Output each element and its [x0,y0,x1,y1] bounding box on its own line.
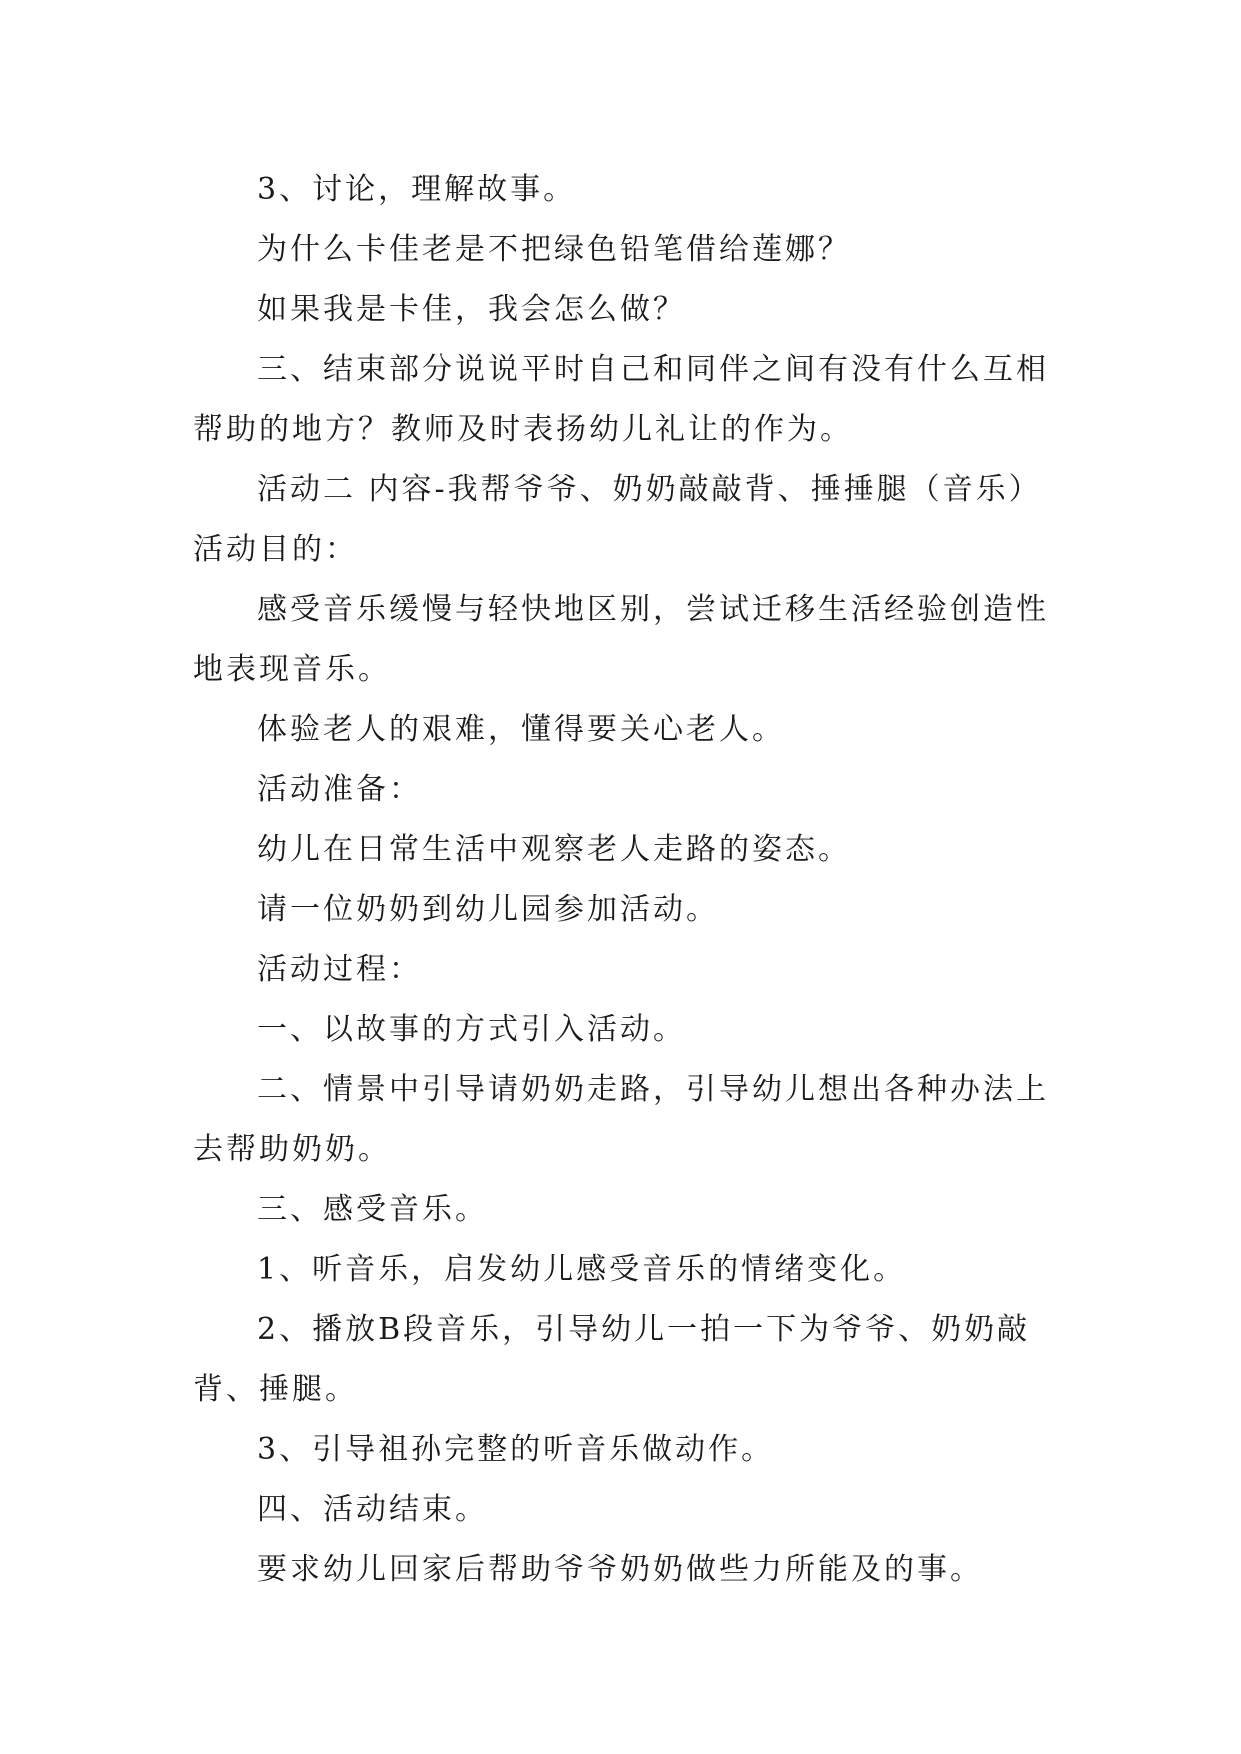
paragraph-question-1: 为什么卡佳老是不把绿色铅笔借给莲娜？ [257,232,851,267]
paragraph-process-heading: 活动过程： [257,952,422,987]
paragraph-step-4: 四、活动结束。 [257,1492,488,1527]
paragraph-step-3: 三、感受音乐。 [257,1192,488,1227]
paragraph-step-3-3: 3、引导祖孙完整的听音乐做动作。 [257,1432,775,1467]
paragraph-step-2: 二、情景中引导请奶奶走路，引导幼儿想出各种办法上去帮助奶奶。 [193,1072,1049,1167]
paragraph-goal-2: 体验老人的艰难，懂得要关心老人。 [257,712,785,747]
paragraph-preparation-2: 请一位奶奶到幼儿园参加活动。 [257,892,719,927]
paragraph-preparation-heading: 活动准备： [257,772,422,807]
paragraph-question-2: 如果我是卡佳，我会怎么做？ [257,292,686,327]
paragraph-activity-goal-heading: 活动目的： [193,532,358,567]
paragraph-step-3-1: 1、听音乐，启发幼儿感受音乐的情绪变化。 [257,1252,907,1287]
paragraph-activity-two-title: 活动二 内容-我帮爷爷、奶奶敲敲背、捶捶腿（音乐） [257,472,1042,507]
paragraph-discussion-heading: 3、讨论，理解故事。 [257,172,577,207]
paragraph-preparation-1: 幼儿在日常生活中观察老人走路的姿态。 [257,832,851,867]
paragraph-ending-section: 三、结束部分说说平时自己和同伴之间有没有什么互相帮助的地方？教师及时表扬幼儿礼让的作为。 [193,352,1049,447]
paragraph-step-1: 一、以故事的方式引入活动。 [257,1012,686,1047]
paragraph-goal-1: 感受音乐缓慢与轻快地区别，尝试迁移生活经验创造性地表现音乐。 [193,592,1049,687]
document-body [193,160,1055,1600]
paragraph-step-3-2: 2、播放B段音乐，引导幼儿一拍一下为爷爷、奶奶敲背、捶腿。 [193,1312,1031,1407]
paragraph-homework: 要求幼儿回家后帮助爷爷奶奶做些力所能及的事。 [257,1552,983,1587]
